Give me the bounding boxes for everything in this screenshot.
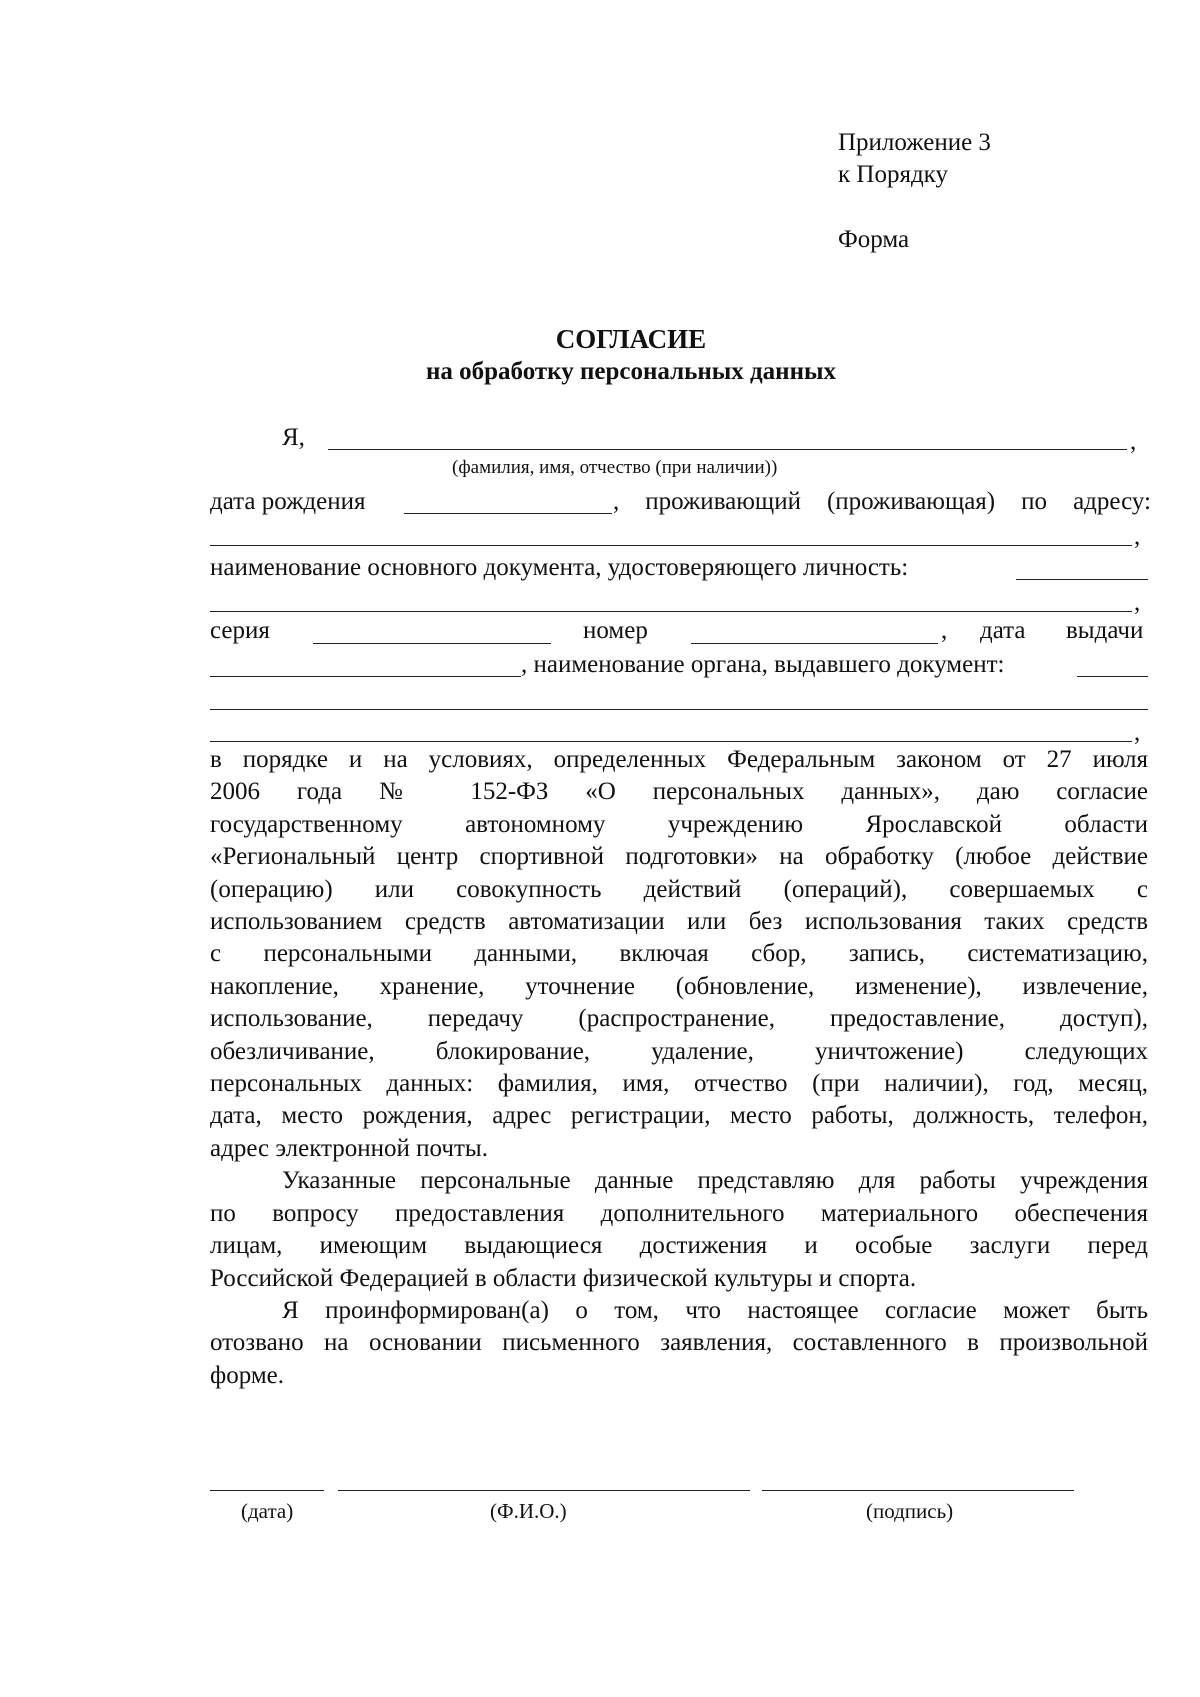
number-label: номер xyxy=(583,617,648,644)
authority-label: , наименование органа, выдавшего документ: xyxy=(521,651,1005,678)
paragraph-line: с персональными данными, включая сбор, запись, систематизацию, xyxy=(210,940,1148,968)
paragraph-line: отозвано на основании письменного заявления, составленного в произвольной xyxy=(210,1329,1148,1357)
residing-label: , проживающий (проживающая) по адресу: xyxy=(613,488,1151,515)
paragraph-line: персональных данных: фамилия, имя, отчество (при наличии), год, месяц, xyxy=(210,1070,1148,1098)
paragraph-line: в порядке и на условиях, определенных Федеральным законом от 27 июля xyxy=(210,746,1148,773)
paragraph-line: по вопросу предоставления дополнительного материального обеспечения xyxy=(210,1199,1148,1227)
doc-label: наименование основного документа, удостоверяющего личность: xyxy=(210,554,909,581)
birth-label: дата рождения xyxy=(210,488,366,515)
paragraph-line: Я проинформирован(а) о том, что настоящее согласие может быть xyxy=(282,1296,1148,1324)
authority-field-3[interactable] xyxy=(210,741,1132,742)
authority-comma: , xyxy=(1134,719,1141,746)
date-hint: (дата) xyxy=(241,1499,294,1523)
paragraph-line: адрес электронной почты. xyxy=(210,1134,488,1162)
address-comma: , xyxy=(1134,523,1141,550)
paragraph-line: 2006 года № 152-ФЗ «О персональных данных», даю согласие xyxy=(210,778,1148,806)
issue-date-label-b: выдачи xyxy=(1066,617,1144,644)
consent-paragraph xyxy=(210,744,1148,1392)
doc-comma: , xyxy=(1134,589,1141,616)
issue-comma: , xyxy=(941,617,948,644)
signature-field[interactable] xyxy=(762,1490,1074,1491)
series-field[interactable] xyxy=(313,643,551,644)
paragraph-line: обезличивание, блокирование, удаление, уничтожение) следующих xyxy=(210,1037,1148,1065)
issue-date-field[interactable] xyxy=(210,676,521,677)
paragraph-line: дата, место рождения, адрес регистрации, место работы, должность, телефон, xyxy=(210,1102,1148,1130)
fio-signature-hint: (Ф.И.О.) xyxy=(490,1499,567,1523)
fio-field[interactable] xyxy=(328,449,1127,450)
form-label: Форма xyxy=(838,226,910,253)
authority-field-2[interactable] xyxy=(210,709,1148,710)
document-subtitle: на обработку персональных данных xyxy=(426,358,836,385)
appendix-label: Приложение 3 xyxy=(838,129,991,156)
issue-date-label-a: дата xyxy=(980,617,1026,644)
series-label: серия xyxy=(210,617,270,644)
i-label: Я, xyxy=(282,424,305,451)
paragraph-line: государственному автономному учреждению Ярославской области xyxy=(210,810,1148,838)
paragraph-line: Указанные персональные данные представляю для работы учреждения xyxy=(282,1167,1148,1195)
authority-field[interactable] xyxy=(1077,676,1148,677)
paragraph-line: использование, передачу (распространение, предоставление, доступ), xyxy=(210,1005,1148,1033)
paragraph-line: использованием средств автоматизации или без использования таких средств xyxy=(210,908,1148,936)
number-field[interactable] xyxy=(691,643,938,644)
birth-date-field[interactable] xyxy=(404,513,612,514)
paragraph-line: (операцию) или совокупность действий (операций), совершаемых с xyxy=(210,875,1148,903)
fio-comma: , xyxy=(1130,428,1137,455)
fio-signature-field[interactable] xyxy=(338,1490,750,1491)
doc-name-field-2[interactable] xyxy=(210,611,1132,612)
paragraph-line: «Региональный центр спортивной подготовки» на обработку (любое действие xyxy=(210,843,1148,871)
document-title: СОГЛАСИЕ xyxy=(555,324,707,354)
paragraph-line: накопление, хранение, уточнение (обновление, изменение), извлечение, xyxy=(210,972,1148,1000)
signature-hint: (подпись) xyxy=(866,1499,954,1523)
order-label: к Порядку xyxy=(838,161,948,188)
paragraph-line: лицам, имеющим выдающиеся достижения и особые заслуги перед xyxy=(210,1232,1148,1260)
paragraph-line: Российской Федерацией в области физической культуры и спорта. xyxy=(210,1264,917,1292)
date-signature-field[interactable] xyxy=(210,1490,324,1491)
address-field[interactable] xyxy=(210,545,1132,546)
fio-hint: (фамилия, имя, отчество (при наличии)) xyxy=(452,457,778,478)
paragraph-line: форме. xyxy=(210,1361,284,1389)
doc-name-field[interactable] xyxy=(1016,579,1148,580)
